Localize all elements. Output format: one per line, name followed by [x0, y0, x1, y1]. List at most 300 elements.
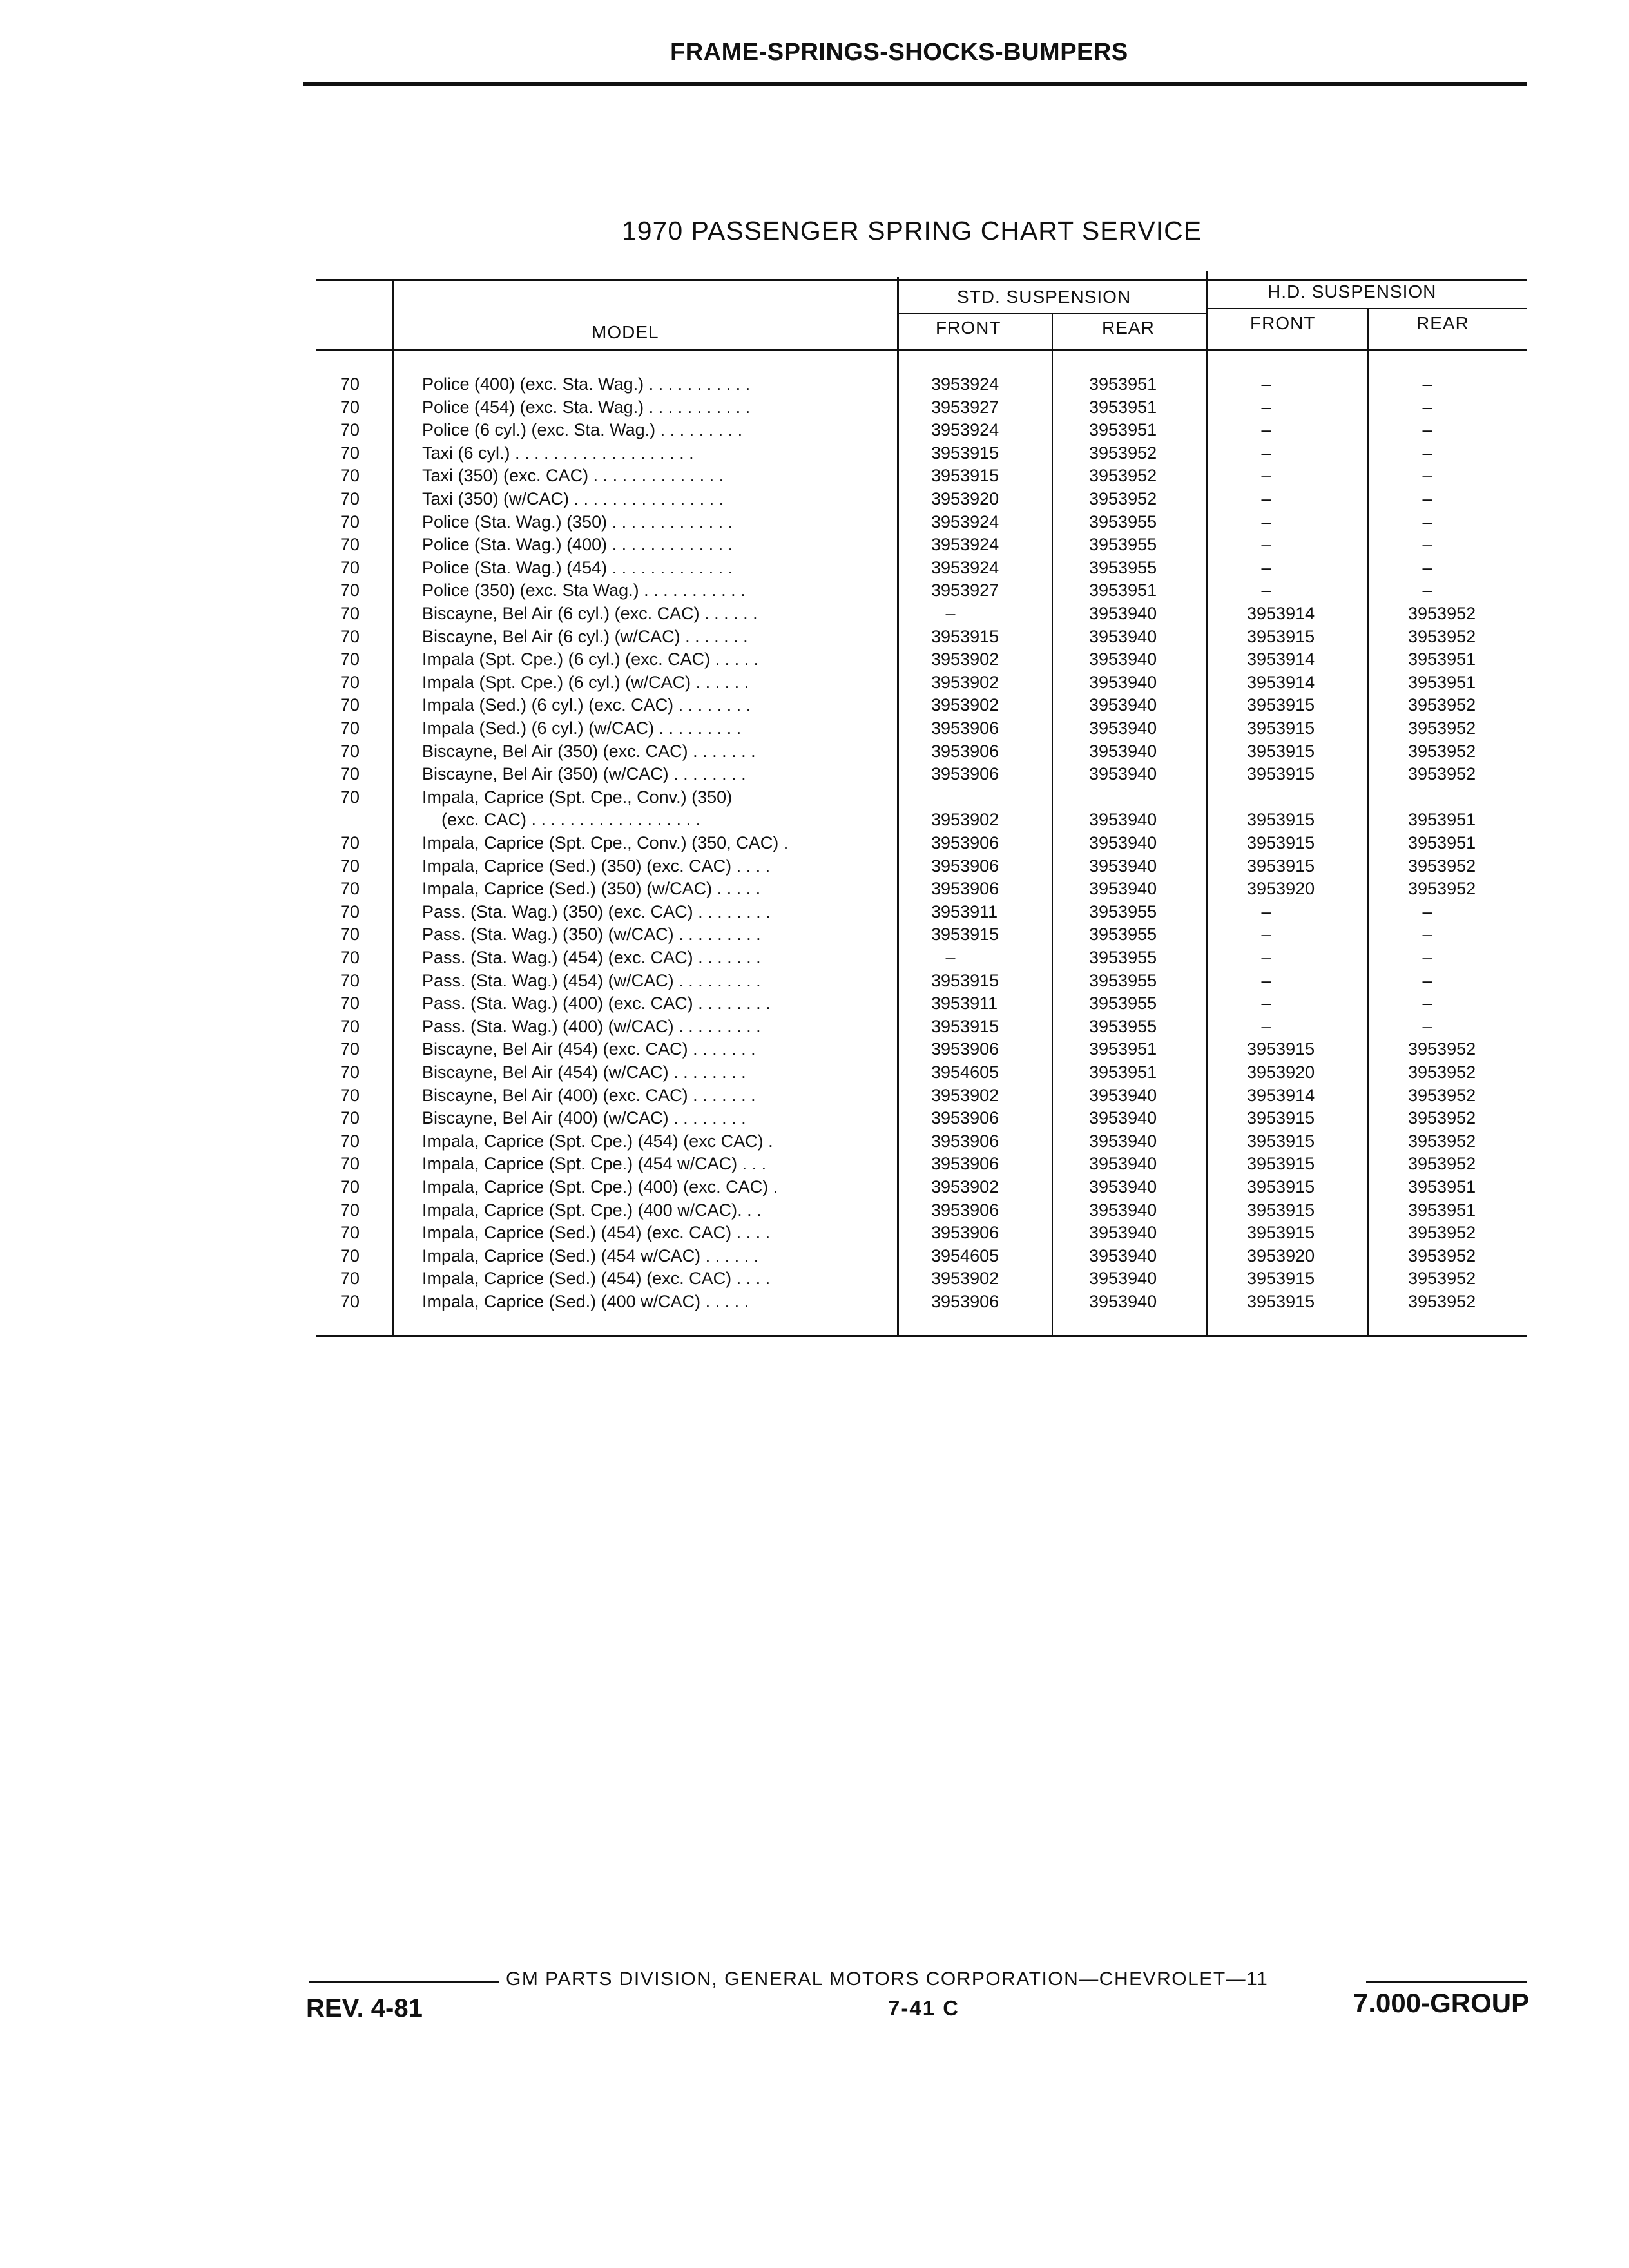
hd-front-cell: 3953915 [1247, 1200, 1315, 1220]
year-cell: 70 [340, 1039, 360, 1059]
std-front-cell: 3953924 [931, 374, 999, 394]
table-row [0, 1015, 1629, 1038]
std-front-cell: 3953915 [931, 626, 999, 646]
hd-front-cell: – [1261, 374, 1271, 394]
hd-front-cell: 3953920 [1247, 879, 1315, 899]
year-cell: 70 [340, 581, 360, 601]
table-row [0, 579, 1629, 602]
table-row [0, 487, 1629, 510]
std-rear-header: REAR [1102, 318, 1155, 338]
model-cell: Pass. (Sta. Wag.) (400) (w/CAC) . . . . . . . . . [422, 1016, 761, 1036]
model-cell: Biscayne, Bel Air (400) (w/CAC) . . . . . . . . [422, 1108, 746, 1128]
std-suspension-header: STD. SUSPENSION [957, 287, 1132, 307]
table-row [0, 533, 1629, 556]
year-cell: 70 [340, 557, 360, 577]
std-front-cell: 3953906 [931, 1223, 999, 1243]
model-cell: Taxi (6 cyl.) . . . . . . . . . . . . . . . . . . . [422, 443, 694, 463]
group-label: 7.000-GROUP [1353, 1988, 1530, 2018]
hd-front-cell: 3953915 [1247, 1154, 1315, 1174]
hd-rear-cell: 3953952 [1408, 1292, 1476, 1311]
hd-front-cell: 3953915 [1247, 856, 1315, 876]
hd-rear-cell: 3953952 [1408, 1269, 1476, 1289]
model-cell: Pass. (Sta. Wag.) (350) (w/CAC) . . . . . . . . . [422, 925, 761, 945]
std-front-cell: 3953902 [931, 1177, 999, 1196]
model-cell: Police (400) (exc. Sta. Wag.) . . . . . . . . . . . [422, 374, 751, 394]
hd-front-cell: – [1261, 420, 1271, 440]
hd-rear-cell: 3953952 [1408, 1039, 1476, 1059]
model-cell: Impala, Caprice (Sed.) (454 w/CAC) . . . . . . [422, 1245, 759, 1265]
std-rear-cell: 3953940 [1089, 672, 1157, 692]
std-rear-cell: 3953951 [1089, 374, 1157, 394]
hd-front-cell: 3953915 [1247, 833, 1315, 852]
std-rear-cell: 3953955 [1089, 925, 1157, 945]
std-front-cell: 3953911 [931, 901, 998, 921]
hd-rear-cell: – [1422, 1016, 1432, 1036]
hd-front-cell: 3953920 [1247, 1245, 1315, 1265]
std-rear-cell: 3953940 [1089, 810, 1157, 830]
year-cell: 70 [340, 1269, 360, 1289]
table-row [0, 785, 1629, 809]
std-rear-cell: 3953940 [1089, 1269, 1157, 1289]
year-cell: 70 [340, 397, 360, 417]
table-header-bottom-rule [316, 349, 1527, 351]
hd-front-cell: – [1261, 557, 1271, 577]
hd-rear-cell: 3953951 [1408, 810, 1476, 830]
table-row [0, 1221, 1629, 1244]
std-front-cell: 3953906 [931, 856, 999, 876]
model-cell: Pass. (Sta. Wag.) (454) (exc. CAC) . . . . . . . [422, 948, 761, 967]
table-row [0, 900, 1629, 923]
std-front-cell: 3953906 [931, 1154, 999, 1174]
hd-rear-cell: 3953952 [1408, 879, 1476, 899]
model-cell: (exc. CAC) . . . . . . . . . . . . . . . . . . [422, 810, 701, 830]
std-rear-cell: 3953940 [1089, 1085, 1157, 1105]
std-rear-cell: 3953940 [1089, 1131, 1157, 1151]
hd-rear-cell: 3953952 [1408, 1245, 1476, 1265]
year-cell: 70 [340, 420, 360, 440]
year-cell: 70 [340, 1177, 360, 1196]
year-cell: 70 [340, 925, 360, 945]
std-rear-cell: 3953940 [1089, 879, 1157, 899]
table-row [0, 441, 1629, 465]
hd-rear-cell: 3953952 [1408, 718, 1476, 738]
footer-rule-right [1366, 1981, 1527, 1983]
std-front-cell: 3953906 [931, 1131, 999, 1151]
hd-rear-cell: – [1422, 557, 1432, 577]
hd-front-cell: 3953915 [1247, 764, 1315, 784]
hd-rear-cell: – [1422, 901, 1432, 921]
hd-front-cell: 3953915 [1247, 741, 1315, 761]
model-cell: Police (454) (exc. Sta. Wag.) . . . . . . . . . . . [422, 397, 751, 417]
table-row [0, 1175, 1629, 1198]
std-front-cell: 3954605 [931, 1062, 999, 1082]
table-row [0, 602, 1629, 625]
year-cell: 70 [340, 466, 360, 486]
model-cell: Impala, Caprice (Sed.) (454) (exc. CAC) . . . . [422, 1269, 771, 1289]
revision-label: REV. 4-81 [306, 1994, 423, 2023]
table-row [0, 1106, 1629, 1129]
hd-rear-cell: – [1422, 535, 1432, 555]
year-cell: 70 [340, 948, 360, 967]
year-cell: 70 [340, 764, 360, 784]
model-cell: Impala, Caprice (Spt. Cpe., Conv.) (350, CAC) . [422, 833, 789, 852]
table-bottom-rule [316, 1335, 1527, 1337]
model-cell: Pass. (Sta. Wag.) (454) (w/CAC) . . . . . . . . . [422, 970, 761, 990]
hd-rear-cell: – [1422, 925, 1432, 945]
table-row [0, 372, 1629, 396]
table-row [0, 1129, 1629, 1153]
model-cell: Taxi (350) (exc. CAC) . . . . . . . . . . . . . . [422, 466, 724, 486]
table-row [0, 510, 1629, 533]
table-row [0, 1198, 1629, 1222]
std-front-cell: 3953902 [931, 1269, 999, 1289]
std-rear-cell: 3953955 [1089, 970, 1157, 990]
hd-rear-cell: 3953951 [1408, 1200, 1476, 1220]
std-front-cell: 3953915 [931, 1016, 999, 1036]
hd-rear-cell: – [1422, 581, 1432, 601]
std-rear-cell: 3953940 [1089, 1245, 1157, 1265]
year-cell: 70 [340, 604, 360, 623]
std-rear-cell: 3953940 [1089, 1108, 1157, 1128]
std-rear-cell: 3953940 [1089, 1154, 1157, 1174]
hd-rear-cell: 3953951 [1408, 833, 1476, 852]
std-front-cell: 3953902 [931, 672, 999, 692]
hd-rear-cell: 3953952 [1408, 1223, 1476, 1243]
std-front-cell: 3953902 [931, 1085, 999, 1105]
model-cell: Impala, Caprice (Spt. Cpe.) (454 w/CAC) . . . [422, 1154, 767, 1174]
std-front-cell: 3953906 [931, 1039, 999, 1059]
year-cell: 70 [340, 535, 360, 555]
year-cell: 70 [340, 1223, 360, 1243]
model-cell: Impala, Caprice (Spt. Cpe., Conv.) (350) [422, 787, 733, 807]
year-cell: 70 [340, 1154, 360, 1174]
hd-front-cell: 3953914 [1247, 1085, 1315, 1105]
std-front-cell: 3953924 [931, 512, 999, 532]
model-cell: Biscayne, Bel Air (350) (exc. CAC) . . . . . . . [422, 741, 756, 761]
hd-rear-cell: 3953952 [1408, 741, 1476, 761]
year-cell: 70 [340, 695, 360, 715]
std-rear-cell: 3953940 [1089, 1200, 1157, 1220]
footer-publisher: GM PARTS DIVISION, GENERAL MOTORS CORPORATION—CHEVROLET—11 [506, 1968, 1269, 1990]
model-cell: Impala (Spt. Cpe.) (6 cyl.) (exc. CAC) . . . . . [422, 649, 759, 669]
year-cell: 70 [340, 1131, 360, 1151]
hd-front-cell: – [1261, 901, 1271, 921]
year-cell: 70 [340, 489, 360, 508]
model-cell: Taxi (350) (w/CAC) . . . . . . . . . . . . . . . . [422, 489, 724, 508]
year-cell: 70 [340, 1292, 360, 1311]
hd-suspension-header: H.D. SUSPENSION [1268, 282, 1437, 302]
std-rear-cell: 3953951 [1089, 397, 1157, 417]
table-row [0, 1084, 1629, 1107]
year-cell: 70 [340, 512, 360, 532]
std-front-cell: 3953906 [931, 1292, 999, 1311]
hd-front-cell: 3953914 [1247, 672, 1315, 692]
std-front-cell: 3953902 [931, 810, 999, 830]
year-cell: 70 [340, 1062, 360, 1082]
std-rear-cell: 3953955 [1089, 1016, 1157, 1036]
model-cell: Impala (Sed.) (6 cyl.) (exc. CAC) . . . . . . . . [422, 695, 751, 715]
std-front-cell: 3953902 [931, 649, 999, 669]
hd-front-cell: 3953914 [1247, 604, 1315, 623]
table-row [0, 648, 1629, 671]
table-row [0, 877, 1629, 900]
std-front-cell: 3953915 [931, 466, 999, 486]
std-rear-cell: 3953952 [1089, 466, 1157, 486]
table-row [0, 808, 1629, 831]
year-cell: 70 [340, 1085, 360, 1105]
std-front-cell: 3953915 [931, 970, 999, 990]
std-front-cell: 3953924 [931, 420, 999, 440]
hd-front-cell: 3953915 [1247, 1269, 1315, 1289]
hd-rear-cell: 3953952 [1408, 1131, 1476, 1151]
hd-front-cell: 3953915 [1247, 1223, 1315, 1243]
std-rear-cell: 3953940 [1089, 626, 1157, 646]
table-row [0, 716, 1629, 740]
hd-front-cell: 3953914 [1247, 649, 1315, 669]
table-row [0, 625, 1629, 648]
model-cell: Impala, Caprice (Spt. Cpe.) (454) (exc CAC) . [422, 1131, 773, 1151]
std-rear-cell: 3953940 [1089, 1177, 1157, 1196]
model-cell: Police (Sta. Wag.) (454) . . . . . . . . . . . . . [422, 557, 733, 577]
year-cell: 70 [340, 649, 360, 669]
hd-rear-cell: – [1422, 466, 1432, 486]
std-front-cell: 3953927 [931, 581, 999, 601]
model-cell: Biscayne, Bel Air (454) (w/CAC) . . . . . . . . [422, 1062, 746, 1082]
hd-front-cell: 3953915 [1247, 718, 1315, 738]
std-rear-cell: 3953940 [1089, 649, 1157, 669]
hd-rear-header: REAR [1416, 313, 1469, 333]
std-rear-cell: 3953940 [1089, 741, 1157, 761]
year-cell: 70 [340, 718, 360, 738]
year-cell: 70 [340, 374, 360, 394]
std-rear-cell: 3953940 [1089, 1223, 1157, 1243]
std-front-header: FRONT [936, 318, 1001, 338]
table-row [0, 1037, 1629, 1061]
std-front-cell: – [945, 948, 956, 967]
year-cell: 70 [340, 879, 360, 899]
table-row [0, 556, 1629, 579]
hd-rear-cell: – [1422, 512, 1432, 532]
hd-front-cell: – [1261, 994, 1271, 1014]
hd-front-cell: 3953915 [1247, 1039, 1315, 1059]
year-cell: 70 [340, 1200, 360, 1220]
hd-front-cell: – [1261, 581, 1271, 601]
table-row [0, 671, 1629, 694]
hd-front-cell: – [1261, 489, 1271, 508]
hd-front-cell: – [1261, 443, 1271, 463]
model-cell: Impala, Caprice (Sed.) (400 w/CAC) . . . . . [422, 1292, 749, 1311]
hd-rear-cell: – [1422, 443, 1432, 463]
std-front-cell: 3953915 [931, 925, 999, 945]
heading-rule [303, 82, 1527, 86]
model-cell: Impala, Caprice (Spt. Cpe.) (400 w/CAC). . . [422, 1200, 762, 1220]
table-row [0, 992, 1629, 1015]
std-rear-cell: 3953952 [1089, 443, 1157, 463]
std-front-cell: 3953924 [931, 557, 999, 577]
std-front-cell: 3953906 [931, 718, 999, 738]
std-front-cell: 3953920 [931, 489, 999, 508]
hd-front-cell: – [1261, 948, 1271, 967]
year-cell: 70 [340, 833, 360, 852]
hd-front-cell: 3953915 [1247, 695, 1315, 715]
hd-front-cell: 3953915 [1247, 1292, 1315, 1311]
hd-rear-cell: 3953952 [1408, 1154, 1476, 1174]
std-front-cell: 3953902 [931, 695, 999, 715]
hd-subheader-rule [1206, 308, 1527, 309]
std-front-cell: 3953915 [931, 443, 999, 463]
table-row [0, 396, 1629, 419]
table-row [0, 1267, 1629, 1290]
hd-front-cell: – [1261, 466, 1271, 486]
table-row [0, 831, 1629, 854]
hd-rear-cell: 3953951 [1408, 649, 1476, 669]
std-front-cell: 3953927 [931, 397, 999, 417]
std-rear-cell: 3953952 [1089, 489, 1157, 508]
std-front-cell: 3954605 [931, 1245, 999, 1265]
model-cell: Police (6 cyl.) (exc. Sta. Wag.) . . . . . . . . . [422, 420, 743, 440]
model-cell: Impala, Caprice (Sed.) (350) (w/CAC) . . . . . [422, 879, 761, 899]
std-rear-cell: 3953940 [1089, 764, 1157, 784]
std-rear-cell: 3953951 [1089, 1062, 1157, 1082]
table-row [0, 418, 1629, 441]
hd-rear-cell: 3953952 [1408, 604, 1476, 623]
std-front-cell: 3953906 [931, 764, 999, 784]
hd-front-cell: – [1261, 512, 1271, 532]
hd-rear-cell: 3953951 [1408, 672, 1476, 692]
year-cell: 70 [340, 672, 360, 692]
std-rear-cell: 3953940 [1089, 718, 1157, 738]
hd-rear-cell: 3953952 [1408, 1062, 1476, 1082]
std-rear-cell: 3953955 [1089, 535, 1157, 555]
std-rear-cell: 3953940 [1089, 856, 1157, 876]
year-cell: 70 [340, 901, 360, 921]
table-row [0, 923, 1629, 946]
table-row [0, 693, 1629, 716]
year-cell: 70 [340, 626, 360, 646]
year-cell: 70 [340, 787, 360, 807]
std-front-cell: – [945, 604, 956, 623]
hd-front-cell: 3953915 [1247, 1131, 1315, 1151]
table-row [0, 969, 1629, 992]
std-rear-cell: 3953940 [1089, 1292, 1157, 1311]
model-cell: Biscayne, Bel Air (400) (exc. CAC) . . . . . . . [422, 1085, 756, 1105]
hd-rear-cell: 3953952 [1408, 695, 1476, 715]
hd-rear-cell: – [1422, 970, 1432, 990]
model-cell: Police (Sta. Wag.) (350) . . . . . . . . . . . . . [422, 512, 733, 532]
hd-rear-cell: 3953951 [1408, 1177, 1476, 1196]
model-cell: Pass. (Sta. Wag.) (400) (exc. CAC) . . . . . . . . [422, 994, 771, 1014]
hd-front-cell: – [1261, 1016, 1271, 1036]
year-cell: 70 [340, 970, 360, 990]
model-cell: Biscayne, Bel Air (6 cyl.) (w/CAC) . . . . . . . [422, 626, 748, 646]
year-cell: 70 [340, 1108, 360, 1128]
hd-rear-cell: 3953952 [1408, 1108, 1476, 1128]
model-cell: Biscayne, Bel Air (350) (w/CAC) . . . . . . . . [422, 764, 746, 784]
std-rear-cell: 3953940 [1089, 833, 1157, 852]
hd-rear-cell: – [1422, 948, 1432, 967]
std-rear-cell: 3953955 [1089, 512, 1157, 532]
std-rear-cell: 3953940 [1089, 695, 1157, 715]
std-rear-cell: 3953955 [1089, 948, 1157, 967]
hd-front-cell: 3953915 [1247, 810, 1315, 830]
hd-front-cell: 3953920 [1247, 1062, 1315, 1082]
std-front-cell: 3953911 [931, 994, 998, 1014]
std-rear-cell: 3953951 [1089, 420, 1157, 440]
year-cell: 70 [340, 443, 360, 463]
table-row [0, 740, 1629, 763]
model-cell: Impala, Caprice (Spt. Cpe.) (400) (exc. CAC) . [422, 1177, 778, 1196]
model-cell: Impala, Caprice (Sed.) (350) (exc. CAC) . . . . [422, 856, 771, 876]
year-cell: 70 [340, 856, 360, 876]
hd-rear-cell: – [1422, 374, 1432, 394]
std-front-cell: 3953906 [931, 1108, 999, 1128]
std-front-cell: 3953906 [931, 741, 999, 761]
year-cell: 70 [340, 994, 360, 1014]
std-front-cell: 3953906 [931, 1200, 999, 1220]
hd-rear-cell: – [1422, 994, 1432, 1014]
table-row [0, 464, 1629, 487]
hd-rear-cell: – [1422, 397, 1432, 417]
std-rear-cell: 3953951 [1089, 1039, 1157, 1059]
std-rear-cell: 3953955 [1089, 557, 1157, 577]
table-row [0, 1152, 1629, 1175]
page-code: 7-41 C [888, 1996, 960, 2020]
hd-front-cell: – [1261, 397, 1271, 417]
table-row [0, 1061, 1629, 1084]
table-top-rule [316, 279, 1527, 281]
model-header: MODEL [592, 322, 659, 342]
std-rear-cell: 3953951 [1089, 581, 1157, 601]
hd-rear-cell: – [1422, 489, 1432, 508]
hd-rear-cell: 3953952 [1408, 1085, 1476, 1105]
hd-front-cell: – [1261, 925, 1271, 945]
table-row [0, 854, 1629, 878]
model-cell: Impala, Caprice (Sed.) (454) (exc. CAC) . . . . [422, 1223, 771, 1243]
footer-rule-left [309, 1981, 499, 1983]
model-cell: Pass. (Sta. Wag.) (350) (exc. CAC) . . . . . . . . [422, 901, 771, 921]
std-rear-cell: 3953955 [1089, 901, 1157, 921]
hd-front-header: FRONT [1250, 313, 1316, 333]
table-row [0, 1290, 1629, 1313]
model-cell: Police (Sta. Wag.) (400) . . . . . . . . . . . . . [422, 535, 733, 555]
std-front-cell: 3953906 [931, 879, 999, 899]
table-row [0, 1244, 1629, 1267]
year-cell: 70 [340, 1016, 360, 1036]
hd-front-cell: – [1261, 970, 1271, 990]
std-front-cell: 3953924 [931, 535, 999, 555]
std-front-cell: 3953906 [931, 833, 999, 852]
hd-rear-cell: – [1422, 420, 1432, 440]
hd-front-cell: – [1261, 535, 1271, 555]
model-cell: Impala (Spt. Cpe.) (6 cyl.) (w/CAC) . . . . . . [422, 672, 749, 692]
chart-title: 1970 PASSENGER SPRING CHART SERVICE [622, 216, 1202, 245]
model-cell: Police (350) (exc. Sta Wag.) . . . . . . . . . . . [422, 581, 746, 601]
hd-front-cell: 3953915 [1247, 1108, 1315, 1128]
table-row [0, 946, 1629, 969]
hd-front-cell: 3953915 [1247, 1177, 1315, 1196]
model-cell: Impala (Sed.) (6 cyl.) (w/CAC) . . . . . . . . . [422, 718, 742, 738]
year-cell: 70 [340, 1245, 360, 1265]
std-rear-cell: 3953955 [1089, 994, 1157, 1014]
hd-rear-cell: 3953952 [1408, 626, 1476, 646]
hd-rear-cell: 3953952 [1408, 764, 1476, 784]
year-cell: 70 [340, 741, 360, 761]
section-heading: FRAME-SPRINGS-SHOCKS-BUMPERS [670, 39, 1128, 66]
model-cell: Biscayne, Bel Air (6 cyl.) (exc. CAC) . . . . . . [422, 604, 758, 623]
model-cell: Biscayne, Bel Air (454) (exc. CAC) . . . . . . . [422, 1039, 756, 1059]
std-rear-cell: 3953940 [1089, 604, 1157, 623]
table-row [0, 762, 1629, 785]
